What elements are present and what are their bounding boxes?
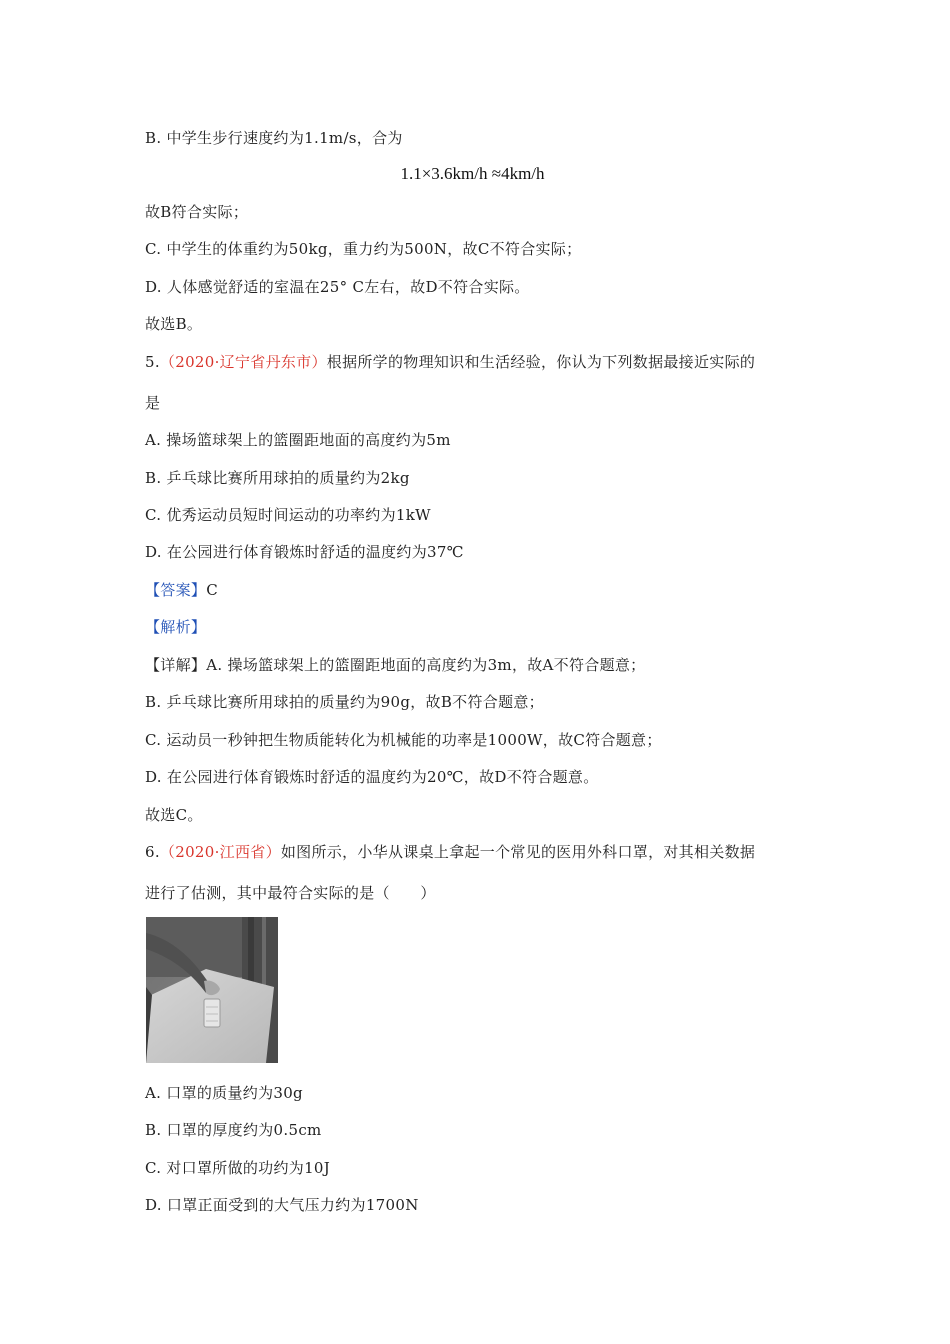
text-line: D. 人体感觉舒适的室温在25° C左右，故D不符合实际。 (145, 278, 530, 296)
question-source: （2020·江西省） (159, 843, 281, 861)
question-number: 6. (145, 843, 160, 861)
analysis-line (145, 617, 206, 637)
formula: 1.1×3.6km/h ≈4km/h (400, 164, 545, 183)
question-number: 5. (145, 353, 160, 371)
text-line: C. 运动员一秒钟把生物质能转化为机械能的功率是1000W，故C符合题意； (145, 731, 662, 749)
text-line: 是 (145, 394, 161, 412)
question-text: 根据所学的物理知识和生活经验，你认为下列数据最接近实际的 (326, 353, 756, 371)
option-b: B. 乒乓球比赛所用球拍的质量约为2kg (145, 469, 410, 487)
detail-line (145, 655, 645, 675)
mask-photo-illustration (146, 917, 278, 1063)
text-line: 故B符合实际； (145, 203, 249, 221)
question-text: 如图所示，小华从课桌上拿起一个常见的医用外科口罩，对其相关数据 (280, 843, 756, 861)
question-5-stem (145, 352, 755, 372)
text-line: C. 中学生的体重约为50kg，重力约为500N，故C不符合实际； (145, 240, 582, 258)
text-line: 故选C。 (145, 806, 203, 824)
answer-line (145, 580, 218, 600)
text-line: B. 乒乓球比赛所用球拍的质量约为90g，故B不符合题意； (145, 693, 544, 711)
option-d: D. 在公园进行体育锻炼时舒适的温度约为37℃ (145, 543, 464, 561)
mask-photo (146, 917, 278, 1063)
text-line: D. 在公园进行体育锻炼时舒适的温度约为20℃，故D不符合题意。 (145, 768, 599, 786)
detail-tag: 【详解】 (145, 656, 207, 674)
answer-value: C (206, 581, 218, 599)
analysis-tag: 【解析】 (145, 618, 207, 636)
option-a: A. 操场篮球架上的篮圈距地面的高度约为5m (145, 431, 451, 449)
option-b: B. 口罩的厚度约为0.5cm (145, 1121, 322, 1139)
question-6-stem (145, 842, 755, 862)
text-line: 故选B。 (145, 315, 203, 333)
option-d: D. 口罩正面受到的大气压力约为1700N (145, 1196, 419, 1214)
text-line: 进行了估测，其中最符合实际的是（ ） (145, 884, 436, 902)
answer-tag: 【答案】 (145, 581, 207, 599)
question-source: （2020·辽宁省丹东市） (159, 353, 327, 371)
option-a: A. 口罩的质量约为30g (145, 1084, 303, 1102)
option-c: C. 优秀运动员短时间运动的功率约为1kW (145, 506, 431, 524)
text-line: B. 中学生步行速度约为1.1m/s，合为 (145, 129, 403, 147)
option-c: C. 对口罩所做的功约为10J (145, 1159, 331, 1177)
detail-text: A. 操场篮球架上的篮圈距地面的高度约为3m，故A不符合题意； (206, 656, 646, 674)
